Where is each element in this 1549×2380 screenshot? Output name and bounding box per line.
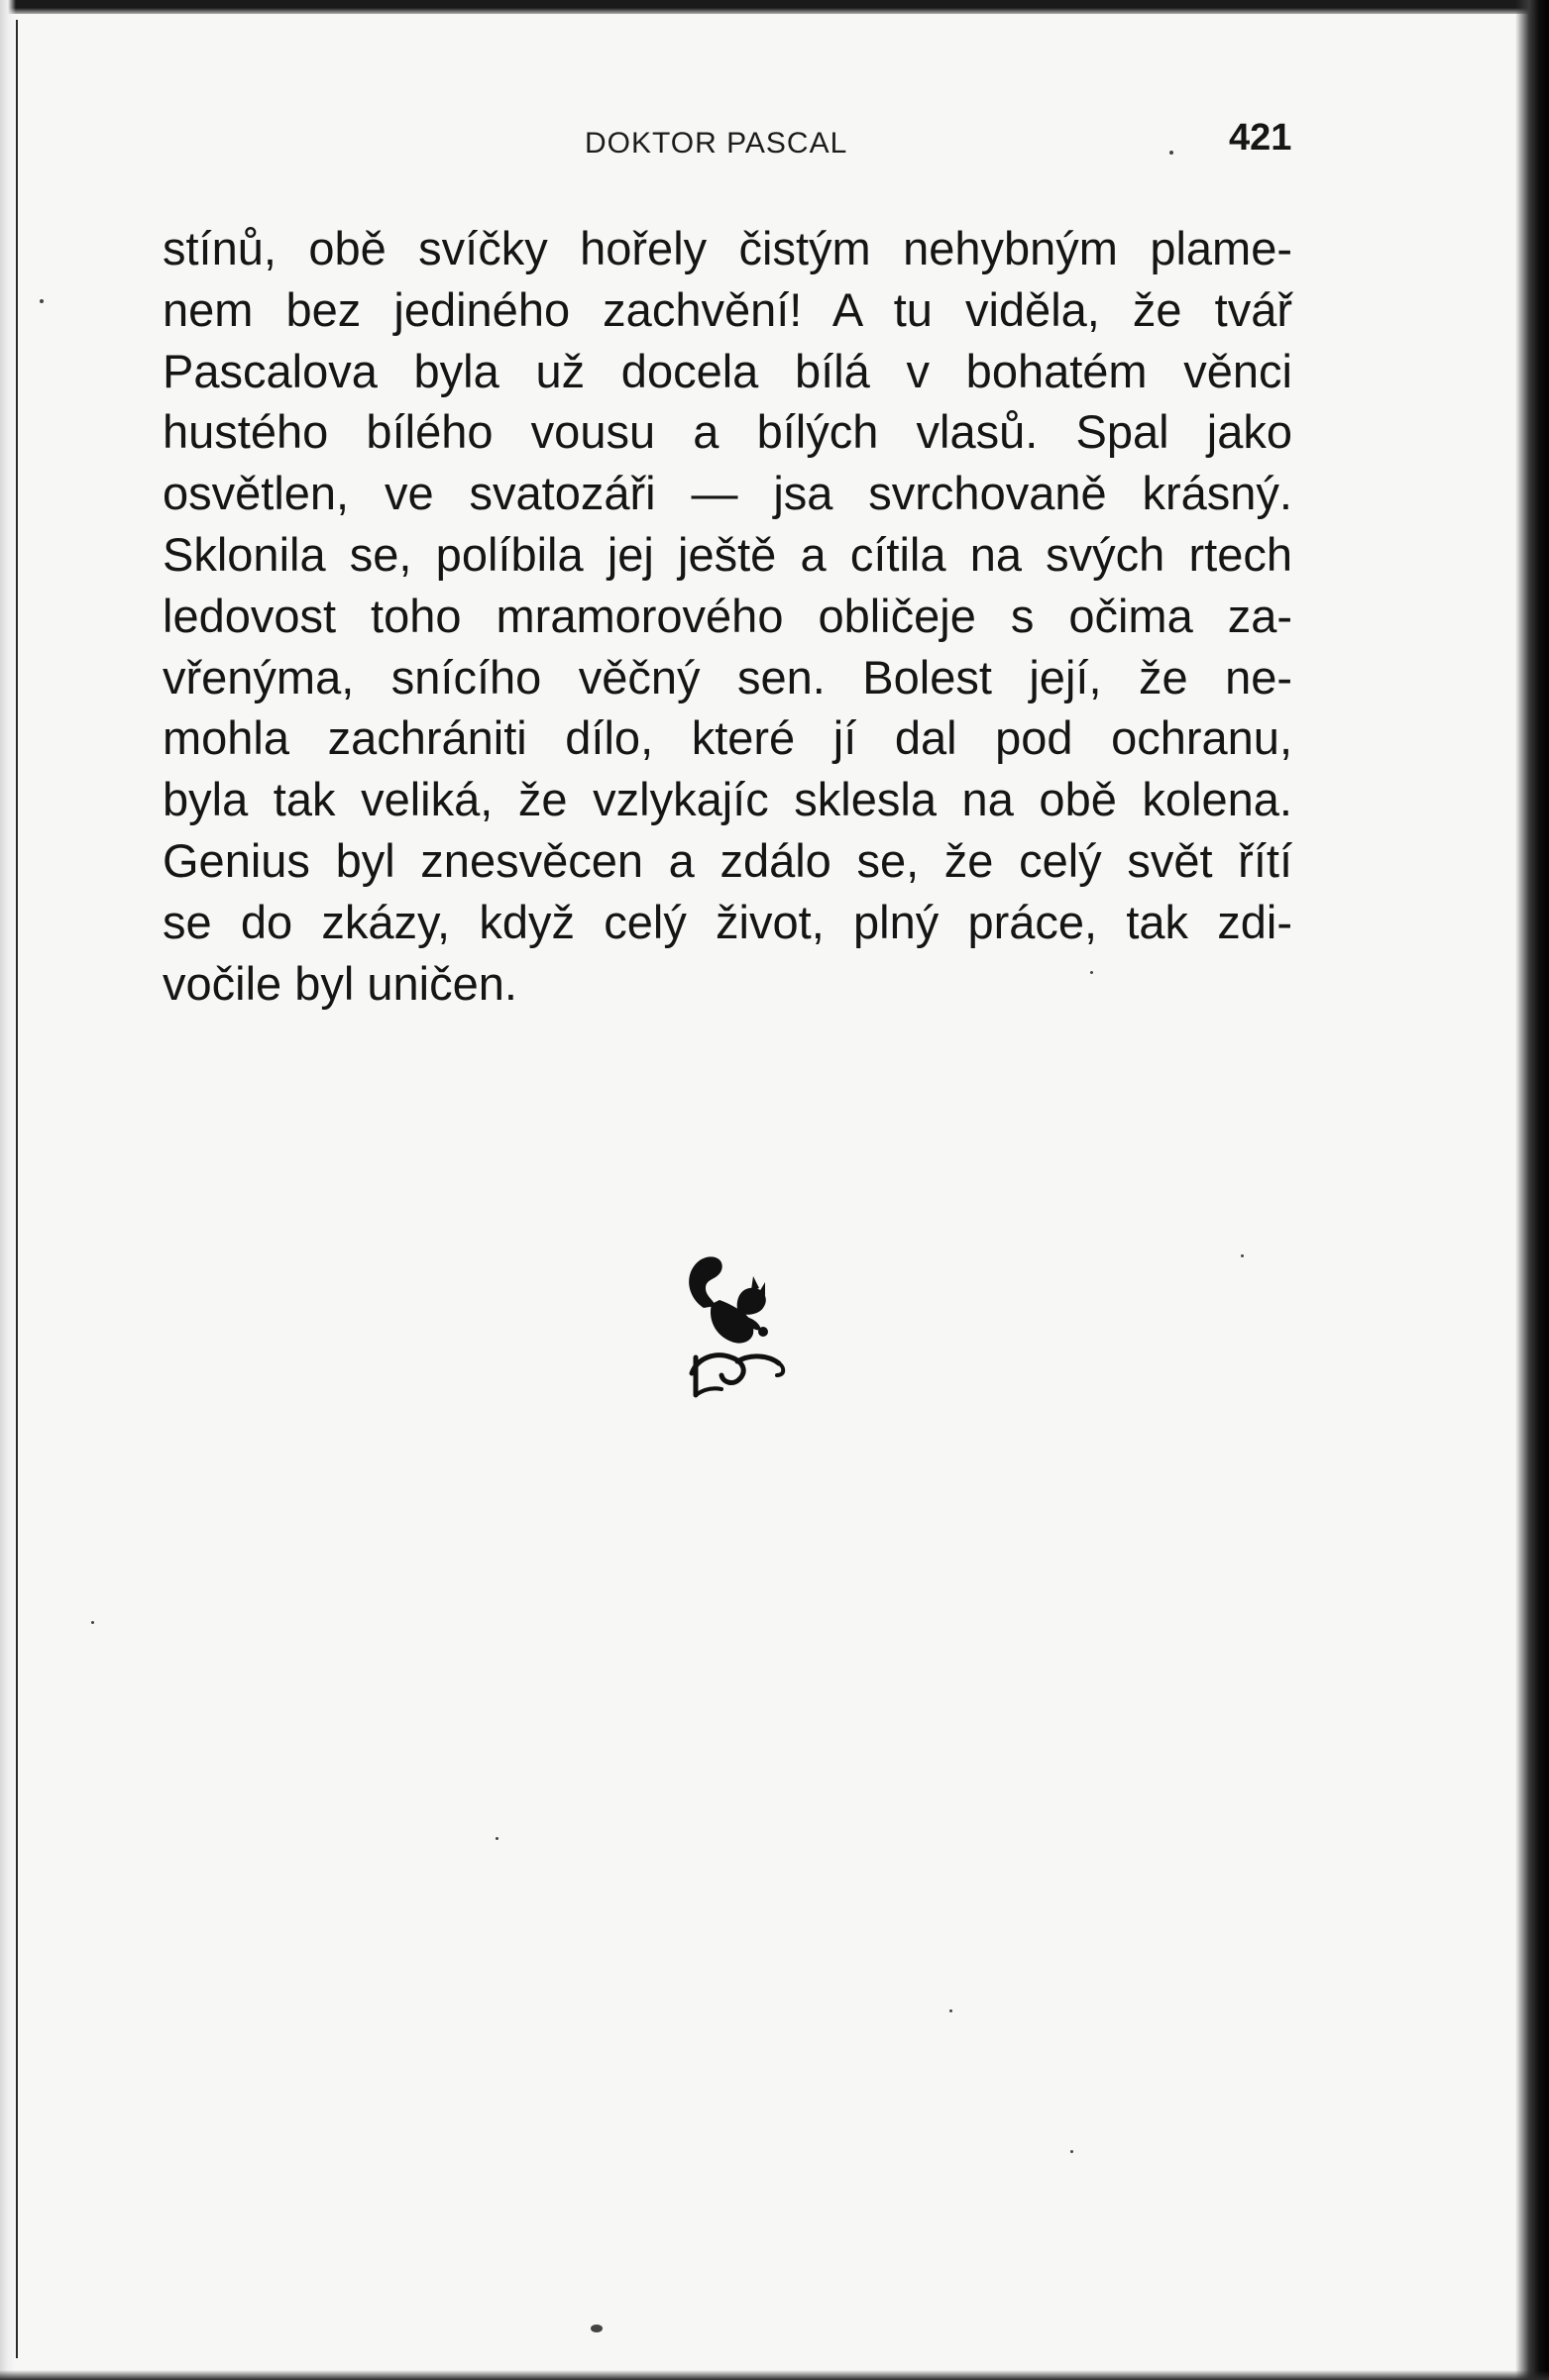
scan-edge-left <box>0 0 16 2380</box>
body-paragraph <box>163 218 1292 1014</box>
text-line: vřenýma, snícího věčný sen. Bolest její, že ne- <box>163 650 1292 703</box>
scan-edge-left-line <box>16 20 18 2358</box>
scan-speck <box>1241 1254 1244 1257</box>
running-head-title: DOKTOR PASCAL <box>585 127 848 160</box>
text-line: Sklonila se, políbila jej ještě a cítila na svých rtech <box>163 527 1292 581</box>
scan-speck <box>1090 971 1093 974</box>
page-number: 421 <box>1229 117 1292 159</box>
text-line: ledovost toho mramorového obličeje s očima za- <box>163 589 1292 642</box>
text-line: stínů, obě svíčky hořely čistým nehybným plame- <box>163 222 1292 274</box>
scan-speck <box>1070 2150 1073 2153</box>
scan-edge-top <box>0 0 1549 14</box>
text-line: byla tak veliká, že vzlykajíc sklesla na obě kolena. <box>163 773 1292 826</box>
text-line: Pascalova byla už docela bílá v bohatém věnci <box>163 344 1292 397</box>
text-line: nem bez jediného zachvění! A tu viděla, že tvář <box>163 282 1292 336</box>
scan-speck <box>40 299 44 303</box>
scan-speck <box>591 2325 603 2332</box>
text-line: vočile byl uničen. <box>163 956 517 1010</box>
scan-edge-bottom <box>0 2370 1549 2380</box>
scan-speck <box>1169 151 1173 155</box>
text-line: Genius byl znesvěcen a zdálo se, že celý svět řítí <box>163 833 1292 887</box>
scan-speck <box>949 2009 952 2012</box>
scan-speck <box>496 1837 498 1840</box>
text-line: hustého bílého vousu a bílých vlasů. Spal jako <box>163 405 1292 459</box>
squirrel-ornament-icon <box>682 1250 791 1399</box>
scan-speck <box>91 1621 94 1624</box>
text-line: osvětlen, ve svatozáři — jsa svrchovaně krásný. <box>163 467 1292 520</box>
text-line: mohla zachrániti dílo, které jí dal pod ochranu, <box>163 711 1292 765</box>
scan-edge-right <box>1515 0 1549 2380</box>
text-line: se do zkázy, když celý život, plný práce, tak zdi- <box>163 895 1292 948</box>
